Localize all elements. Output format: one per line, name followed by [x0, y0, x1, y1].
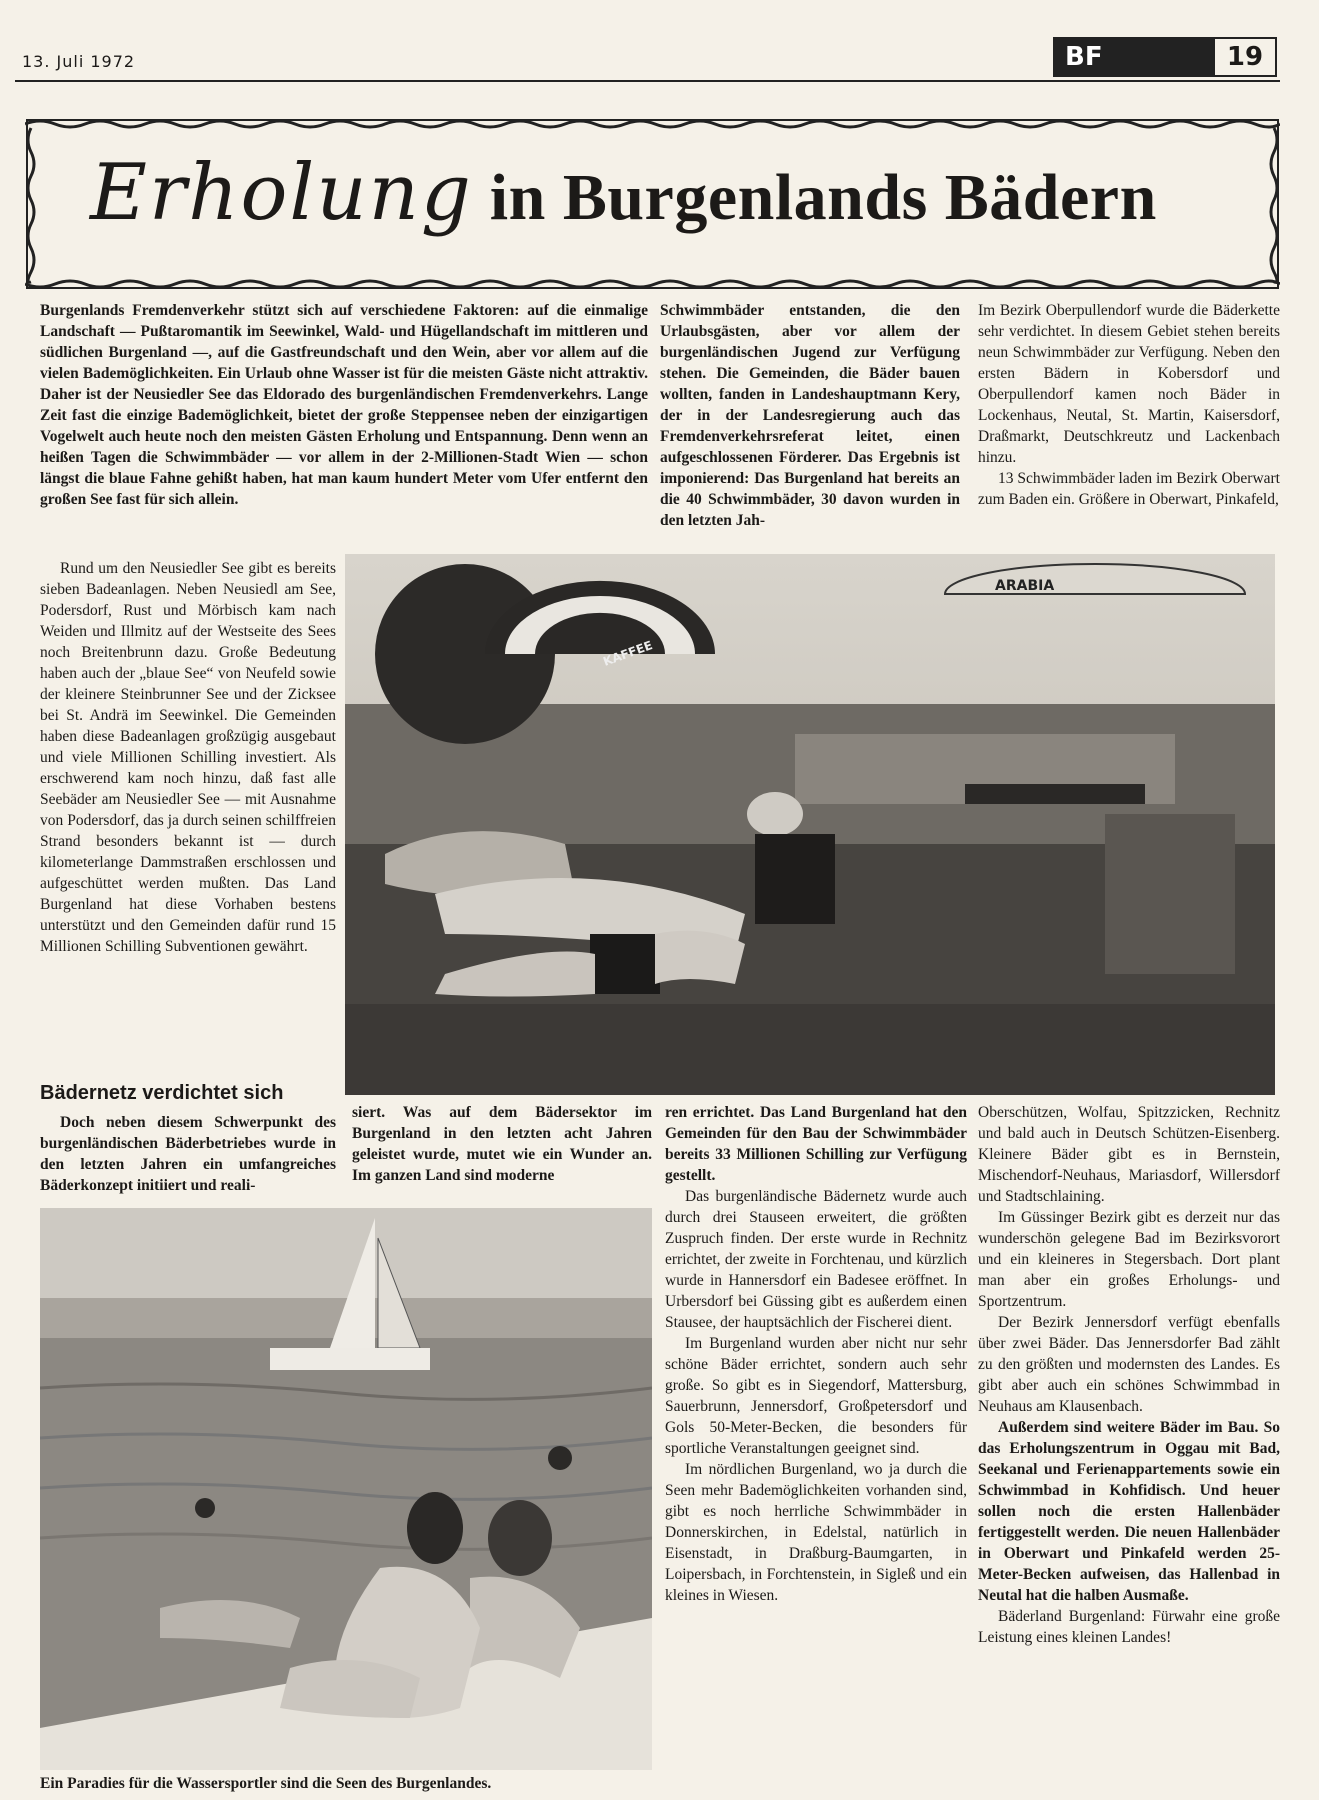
paragraph: Bäderland Burgenland: Fürwahr eine große Leistung eines kleinen Landes!: [978, 1608, 1280, 1646]
left-col-mid: Rund um den Neusiedler See gibt es bereits sieben Badeanlagen. Neben Neusiedl am See, Podersdorf, Rust und Mörbisch kam nach Weiden und Illmitz auf der Westseite des Sees noch Breitenbrunn dazu. Große Bedeutung haben auch der „blaue See“ von Neufeld sowie der kleinere Steinbrunner See und der Zicksee bei St. Andrä im Seewinkel. Die Gemeinden haben diese Badeanlagen großzügig ausgebaut und viele Millionen Schilling investiert. Als erschwerend kam noch hinzu, daß fast alle Seebäder am Neusiedler See — mit Ausnahme von Podersdorf, das ja durch seinen schilffreien Strand besonders bekannt ist — durch kilometerlange Dammstraßen erschlossen und aufgeschüttet werden mußten. Das Land Burgenland hat diese Vorhaben bestens unterstützt und den Gemeinden dafür rund 15 Millionen Schilling Subventionen gewährt.: [40, 560, 336, 955]
paragraph: Im Burgenland wurden aber nicht nur sehr schöne Bäder errichtet, sondern auch sehr große. So gibt es in Siegendorf, Mattersburg, Sauerbrunn, Jennersdorf, Großpetersdorf und Gols 50-Meter-Becken, die besonders für sportliche Veranstaltungen geeignet sind.: [665, 1335, 967, 1457]
issue-date: 13. Juli 1972: [22, 52, 136, 71]
lower-col-2: siert. Was auf dem Bädersektor im Burgenland in den letzten acht Jahren geleistet wurde, mutet wie ein Wunder an. Im ganzen Land sind moderne: [352, 1104, 652, 1184]
header-rule: [15, 80, 1280, 82]
right-col-top: [978, 300, 1280, 510]
headline-script-word: Erholung: [90, 148, 473, 238]
subhead: Bädernetz verdichtet sich: [40, 1082, 284, 1104]
paragraph: Im Güssinger Bezirk gibt es derzeit nur das wunderschön gelegene Bad im Bezirksvorort und ein kleineres in Stegersbach. Dort plant man aber ein großes Erholungs- und Sportzentrum.: [978, 1209, 1280, 1310]
paragraph: Der Bezirk Jennersdorf verfügt ebenfalls über zwei Bäder. Das Jennersdorfer Bad zählt zu den größten und modernsten des Landes. Es gibt aber auch ein schönes Schwimmbad in Neuhaus am Klausenbach.: [978, 1314, 1280, 1415]
svg-text:ARABIA: ARABIA: [995, 578, 1055, 594]
svg-text:KAFFEE: KAFFEE: [601, 638, 655, 669]
lower-col-3: ren errichtet. Das Land Burgenland hat den Gemeinden für den Bau der Schwimmbäder bereits 33 Millionen Schilling zur Verfügung gestellt. Das burgenländische Bädernetz wurde auch durch drei Stauseen erweitert, die größten Zuspruch finden. Der erste wurde in Rechnitz errichtet, der zweite in Forchtenau, und kürzlich wurde in Hannersdorf ein Badesee eröffnet. In Urbersdorf bei Güssing gibt es außerdem einen Stausee, der hauptsächlich der Fischerei dient. Im Burgenland wurden aber nicht nur sehr schöne Bäder errichtet, sondern auch sehr große. So gibt es in Siegendorf, Mattersburg, Sauerbrunn, Jennersdorf, Großpetersdorf und Gols 50-Meter-Becken, die besonders für sportliche Veranstaltungen geeignet sind. Im nördlichen Burgenland, wo ja durch die Seen mehr Bademöglichkeiten vorhanden sind, gibt es noch herrliche Schwimmbäder in Donnerskirchen, in Edelstal, natürlich in Eisenstadt, in Draßburg-Baumgarten, in Loipersbach, in Forchtenstein, in Sigleß und ein kleines in Wiesen.: [665, 1104, 967, 1604]
photo-beach-image: [345, 554, 1275, 1095]
paragraph: Oberschützen, Wolfau, Spitzzicken, Rechnitz und bald auch in Deutsch Schützen-Eisenberg. Kleinere Bäder gibt es in Bernstein, Mischendorf-Neuhaus, Mariasdorf, Willersdorf und Stadtschlaining.: [978, 1104, 1280, 1205]
paragraph: 13 Schwimmbäder laden im Bezirk Oberwart zum Baden ein. Größere in Oberwart, Pinkafeld,: [978, 470, 1280, 508]
headline-rest: in Burgenlands Bädern: [489, 161, 1157, 234]
photo-lake-image: [40, 1208, 652, 1770]
paragraph: Das burgenländische Bädernetz wurde auch durch drei Stauseen erweitert, die größten Zuspruch finden. Der erste wurde in Rechnitz errichtet, der zweite in Forchtenau, und kürzlich wurde in Hannersdorf ein Badesee eröffnet. In Urbersdorf bei Güssing gibt es außerdem einen Stausee, der hauptsächlich der Fischerei dient.: [665, 1188, 967, 1331]
paragraph: Außerdem sind weitere Bäder im Bau. So das Erholungszentrum in Oggau mit Bad, Seekanal und Ferienappartements sowie ein Schwimmbad in Kohfidisch. Und heuer sollen noch die ersten Hallenbäder fertiggestellt werden. Die neuen Hallenbäder in Oberwart und Pinkafeld werden 25-Meter-Becken aufweisen, das Hallenbad in Neutal hat die halben Ausmaße.: [978, 1419, 1280, 1604]
photo-caption: Ein Paradies für die Wassersportler sind die Seen des Burgenlandes.: [40, 1775, 492, 1792]
paragraph: Im Bezirk Oberpullendorf wurde die Bäderkette sehr verdichtet. In diesem Gebiet stehen bereits neun Schwimmbäder zur Verfügung. Neben den ersten Bädern in Kobersdorf und Oberpullendorf kamen noch Bäder in Lockenhaus, Neutal, St. Martin, Kaisersdorf, Draßmarkt, Deutschkreutz und Lackenbach hinzu.: [978, 302, 1280, 466]
photo-beach: [345, 554, 1275, 1095]
headline: [90, 148, 1157, 238]
lower-col-1: Doch neben diesem Schwerpunkt des burgenländischen Bäderbetriebes wurde in den letzten Jahren ein umfangreiches Bäderkonzept initiiert und reali-: [40, 1114, 336, 1194]
page-number: 19: [1226, 42, 1264, 72]
page-marker: [1053, 37, 1277, 77]
intro-col-1: Burgenlands Fremdenverkehr stützt sich auf verschiedene Faktoren: auf die einmalige Landschaft — Pußtaromantik im Seewinkel, Wald- und Hügellandschaft im mittleren und südlichen Burgenland —, auf die Gastfreundschaft und den Wein, aber vor allem auf die vielen Bademöglichkeiten. Ein Urlaub ohne Wasser ist für die meisten Gäste nicht attraktiv. Daher ist der Neusiedler See das Eldorado des burgenländischen Fremdenverkehrs. Lange Zeit fast die einzige Bademöglichkeit, bietet der große Steppensee neben der einzigartigen Vogelwelt auch heute noch den meisten Gästen Erholung und Entspannung. Denn wenn an heißen Tagen die Schwimmbäder — vor allem in der 2-Millionen-Stadt Wien — schon längst die blaue Fahne gehißt haben, hat man kaum hundert Meter vom Ufer entfernt den großen See fast für sich allein.: [40, 302, 648, 508]
section-label: BF: [1055, 39, 1215, 75]
paragraph: Im nördlichen Burgenland, wo ja durch die Seen mehr Bademöglichkeiten vorhanden sind, gibt es noch herrliche Schwimmbäder in Donnerskirchen, in Edelstal, natürlich in Eisenstadt, in Draßburg-Baumgarten, in Loipersbach, in Forchtenstein, in Sigleß und ein kleines in Wiesen.: [665, 1461, 967, 1604]
photo-lake: [40, 1208, 652, 1770]
intro-col-2: Schwimmbäder entstanden, die den Urlaubsgästen, aber vor allem der burgenländischen Jugend zur Verfügung stehen. Die Gemeinden, die Bäder bauen wollten, fanden in Landeshauptmann Kery, der in der Landesregierung auch das Fremdenverkehrsreferat leitet, einen aufgeschlossenen Förderer. Das Ergebnis ist imponierend: Das Burgenland hat bereits an die 40 Schwimmbäder, 30 davon wurden in den letzten Jah-: [660, 302, 960, 529]
lower-col-4: [978, 1102, 1280, 1648]
